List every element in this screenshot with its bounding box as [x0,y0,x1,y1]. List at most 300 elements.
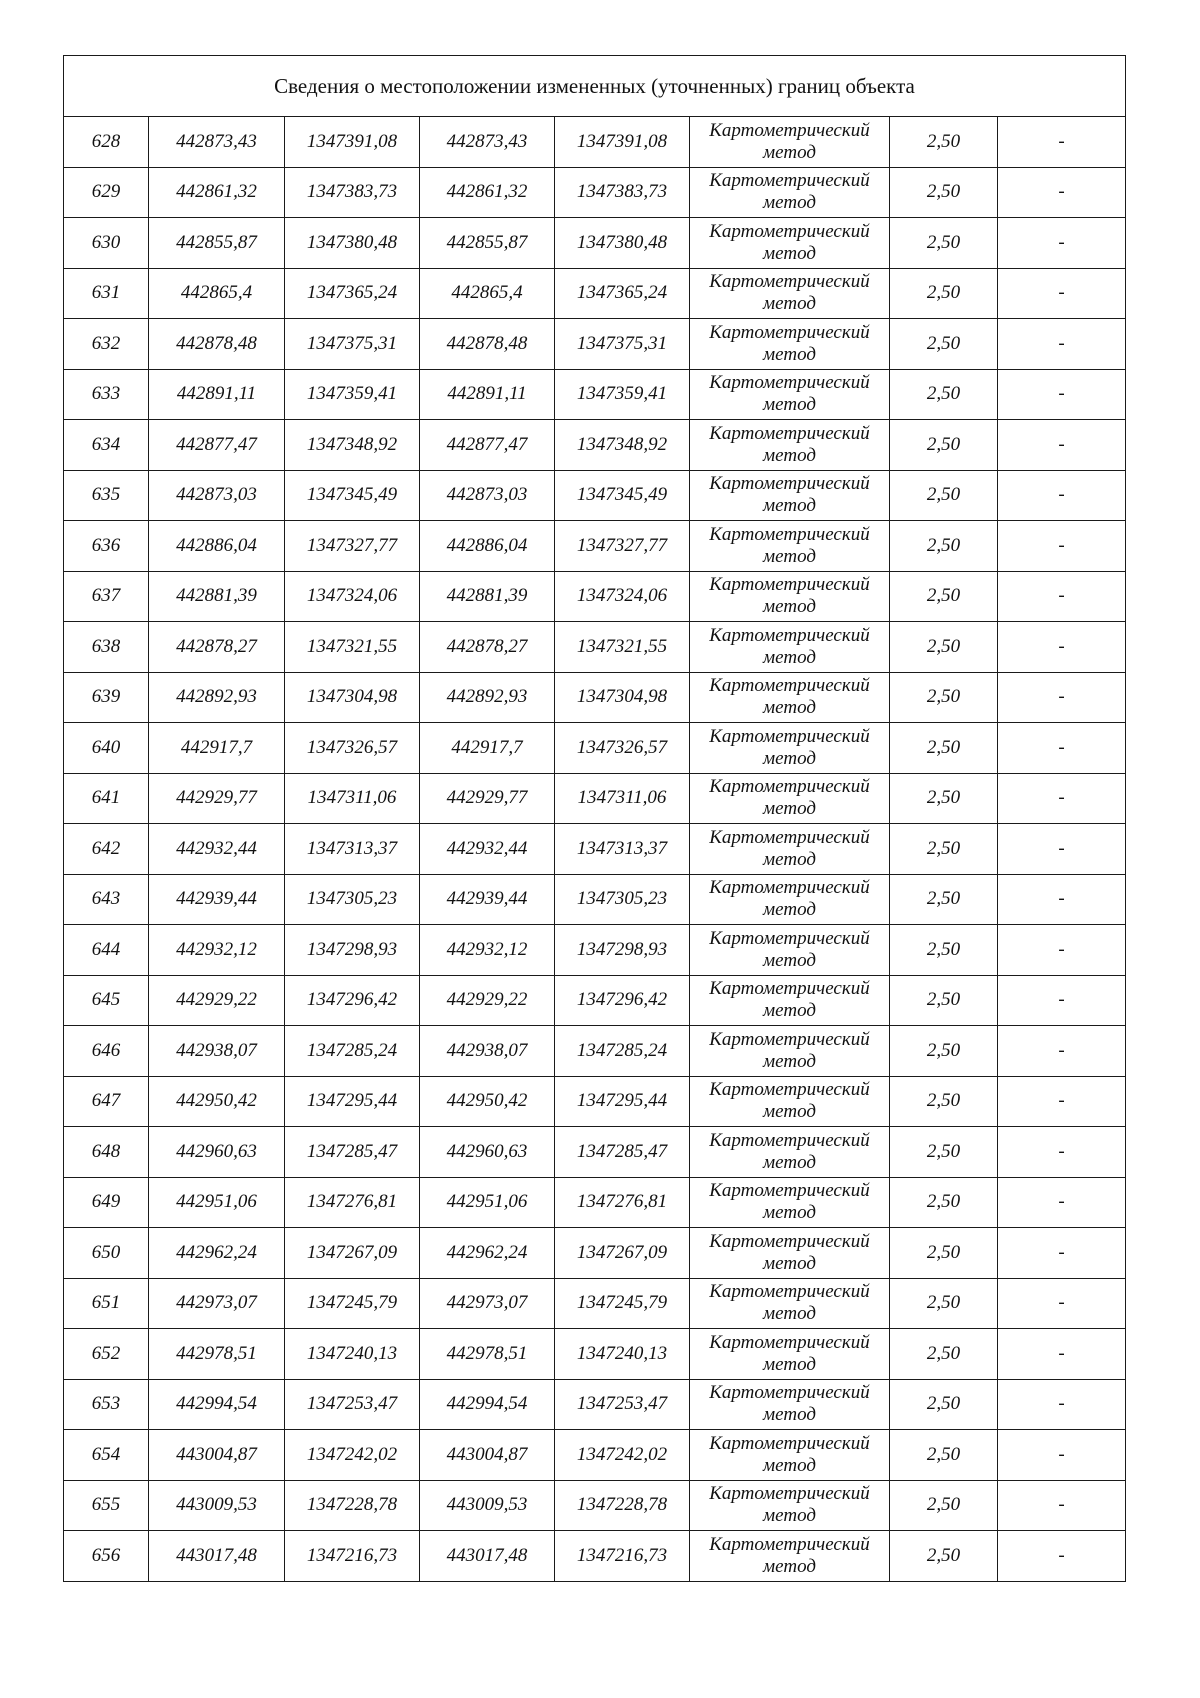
y-existing-cell: 1347285,47 [285,1127,420,1178]
x-refined-cell: 442878,27 [420,622,555,673]
note-cell: - [998,521,1126,572]
method-line-1: Картометрический [709,523,870,545]
x-existing-cell: 443009,53 [149,1480,285,1531]
method-cell [690,723,890,774]
method-line-2: метод [763,343,816,365]
x-existing-cell: 443017,48 [149,1531,285,1582]
table-row [64,1177,1126,1228]
y-refined-cell: 1347326,57 [555,723,690,774]
x-existing-cell: 442950,42 [149,1076,285,1127]
y-existing-cell: 1347304,98 [285,672,420,723]
x-existing-cell: 442878,48 [149,319,285,370]
table-row [64,672,1126,723]
boundary-coordinates-table [63,55,1126,1582]
method-line-2: метод [763,1505,816,1527]
x-refined-cell: 442960,63 [420,1127,555,1178]
note-cell: - [998,369,1126,420]
y-existing-cell: 1347326,57 [285,723,420,774]
method-line-1: Картометрический [709,776,870,798]
method-cell [690,622,890,673]
table-row [64,975,1126,1026]
table-row [64,167,1126,218]
y-existing-cell: 1347228,78 [285,1480,420,1531]
accuracy-cell: 2,50 [890,167,998,218]
x-refined-cell: 442973,07 [420,1278,555,1329]
y-refined-cell: 1347276,81 [555,1177,690,1228]
y-refined-cell: 1347375,31 [555,319,690,370]
x-refined-cell: 442861,32 [420,167,555,218]
table-row [64,1228,1126,1279]
x-refined-cell: 443017,48 [420,1531,555,1582]
table-row [64,773,1126,824]
y-refined-cell: 1347383,73 [555,167,690,218]
method-line-2: метод [763,798,816,820]
point-number-cell: 628 [64,117,149,168]
x-refined-cell: 442938,07 [420,1026,555,1077]
method-cell [690,1480,890,1531]
y-existing-cell: 1347245,79 [285,1278,420,1329]
accuracy-cell: 2,50 [890,723,998,774]
note-cell: - [998,1480,1126,1531]
note-cell: - [998,622,1126,673]
accuracy-cell: 2,50 [890,773,998,824]
method-cell [690,1430,890,1481]
method-line-2: метод [763,394,816,416]
method-line-2: метод [763,1353,816,1375]
method-line-2: метод [763,1303,816,1325]
x-refined-cell: 442877,47 [420,420,555,471]
method-line-2: метод [763,1454,816,1476]
accuracy-cell: 2,50 [890,1379,998,1430]
method-line-1: Картометрический [709,170,870,192]
method-line-2: метод [763,848,816,870]
x-existing-cell: 442960,63 [149,1127,285,1178]
accuracy-cell: 2,50 [890,1177,998,1228]
method-cell [690,1531,890,1582]
x-refined-cell: 442891,11 [420,369,555,420]
x-existing-cell: 442929,22 [149,975,285,1026]
note-cell: - [998,420,1126,471]
x-refined-cell: 442929,22 [420,975,555,1026]
y-existing-cell: 1347324,06 [285,571,420,622]
note-cell: - [998,723,1126,774]
y-refined-cell: 1347365,24 [555,268,690,319]
x-existing-cell: 442855,87 [149,218,285,269]
method-line-1: Картометрический [709,1281,870,1303]
x-existing-cell: 442877,47 [149,420,285,471]
y-refined-cell: 1347228,78 [555,1480,690,1531]
x-refined-cell: 442873,43 [420,117,555,168]
note-cell: - [998,218,1126,269]
method-line-2: метод [763,444,816,466]
table-row [64,925,1126,976]
accuracy-cell: 2,50 [890,521,998,572]
note-cell: - [998,167,1126,218]
method-line-1: Картометрический [709,1382,870,1404]
y-existing-cell: 1347348,92 [285,420,420,471]
accuracy-cell: 2,50 [890,1076,998,1127]
method-cell [690,1026,890,1077]
table-row [64,420,1126,471]
y-refined-cell: 1347345,49 [555,470,690,521]
method-cell [690,874,890,925]
method-cell [690,521,890,572]
method-cell [690,1379,890,1430]
y-existing-cell: 1347298,93 [285,925,420,976]
point-number-cell: 640 [64,723,149,774]
x-refined-cell: 442951,06 [420,1177,555,1228]
method-line-2: метод [763,1151,816,1173]
accuracy-cell: 2,50 [890,925,998,976]
y-refined-cell: 1347313,37 [555,824,690,875]
x-existing-cell: 442891,11 [149,369,285,420]
method-cell [690,1278,890,1329]
x-refined-cell: 443004,87 [420,1430,555,1481]
y-refined-cell: 1347304,98 [555,672,690,723]
accuracy-cell: 2,50 [890,268,998,319]
method-line-1: Картометрический [709,1129,870,1151]
accuracy-cell: 2,50 [890,824,998,875]
point-number-cell: 651 [64,1278,149,1329]
method-line-1: Картометрический [709,422,870,444]
y-existing-cell: 1347365,24 [285,268,420,319]
x-existing-cell: 442929,77 [149,773,285,824]
accuracy-cell: 2,50 [890,571,998,622]
x-refined-cell: 443009,53 [420,1480,555,1531]
method-line-2: метод [763,495,816,517]
table-row [64,1480,1126,1531]
table-row [64,117,1126,168]
note-cell: - [998,117,1126,168]
point-number-cell: 647 [64,1076,149,1127]
accuracy-cell: 2,50 [890,1480,998,1531]
method-line-2: метод [763,949,816,971]
method-line-2: метод [763,141,816,163]
point-number-cell: 654 [64,1430,149,1481]
note-cell: - [998,1076,1126,1127]
x-existing-cell: 442917,7 [149,723,285,774]
note-cell: - [998,268,1126,319]
x-existing-cell: 442886,04 [149,521,285,572]
method-line-1: Картометрический [709,877,870,899]
method-line-2: метод [763,1202,816,1224]
x-refined-cell: 442939,44 [420,874,555,925]
y-refined-cell: 1347242,02 [555,1430,690,1481]
y-refined-cell: 1347321,55 [555,622,690,673]
x-existing-cell: 442994,54 [149,1379,285,1430]
method-line-2: метод [763,1000,816,1022]
table-row [64,1127,1126,1178]
method-line-2: метод [763,242,816,264]
method-cell [690,268,890,319]
method-line-2: метод [763,646,816,668]
table-row [64,622,1126,673]
point-number-cell: 650 [64,1228,149,1279]
x-existing-cell: 442881,39 [149,571,285,622]
method-cell [690,672,890,723]
method-cell [690,975,890,1026]
point-number-cell: 639 [64,672,149,723]
note-cell: - [998,1278,1126,1329]
y-refined-cell: 1347311,06 [555,773,690,824]
y-refined-cell: 1347245,79 [555,1278,690,1329]
method-line-2: метод [763,747,816,769]
y-refined-cell: 1347285,47 [555,1127,690,1178]
method-line-2: метод [763,192,816,214]
table-row [64,268,1126,319]
method-line-1: Картометрический [709,978,870,1000]
point-number-cell: 656 [64,1531,149,1582]
point-number-cell: 638 [64,622,149,673]
method-line-1: Картометрический [709,271,870,293]
accuracy-cell: 2,50 [890,1228,998,1279]
x-existing-cell: 443004,87 [149,1430,285,1481]
method-line-2: метод [763,899,816,921]
accuracy-cell: 2,50 [890,672,998,723]
method-line-2: метод [763,1050,816,1072]
point-number-cell: 636 [64,521,149,572]
method-cell [690,420,890,471]
x-existing-cell: 442865,4 [149,268,285,319]
note-cell: - [998,1430,1126,1481]
table-row [64,1531,1126,1582]
method-line-1: Картометрический [709,927,870,949]
y-existing-cell: 1347296,42 [285,975,420,1026]
note-cell: - [998,571,1126,622]
method-line-1: Картометрический [709,1331,870,1353]
y-existing-cell: 1347216,73 [285,1531,420,1582]
table-row [64,824,1126,875]
method-cell [690,773,890,824]
method-cell [690,167,890,218]
x-refined-cell: 442855,87 [420,218,555,269]
y-existing-cell: 1347305,23 [285,874,420,925]
point-number-cell: 646 [64,1026,149,1077]
method-line-1: Картометрический [709,1180,870,1202]
y-refined-cell: 1347253,47 [555,1379,690,1430]
x-refined-cell: 442886,04 [420,521,555,572]
x-refined-cell: 442865,4 [420,268,555,319]
y-existing-cell: 1347383,73 [285,167,420,218]
table-row [64,1076,1126,1127]
method-line-1: Картометрический [709,473,870,495]
y-refined-cell: 1347296,42 [555,975,690,1026]
method-cell [690,319,890,370]
point-number-cell: 634 [64,420,149,471]
x-existing-cell: 442932,44 [149,824,285,875]
y-refined-cell: 1347359,41 [555,369,690,420]
method-line-1: Картометрический [709,1432,870,1454]
method-cell [690,925,890,976]
table-row [64,369,1126,420]
y-existing-cell: 1347327,77 [285,521,420,572]
x-existing-cell: 442978,51 [149,1329,285,1380]
method-cell [690,1228,890,1279]
method-cell [690,218,890,269]
point-number-cell: 630 [64,218,149,269]
accuracy-cell: 2,50 [890,1278,998,1329]
method-line-2: метод [763,1101,816,1123]
method-line-1: Картометрический [709,1230,870,1252]
note-cell: - [998,1026,1126,1077]
y-existing-cell: 1347321,55 [285,622,420,673]
x-refined-cell: 442994,54 [420,1379,555,1430]
method-line-2: метод [763,697,816,719]
point-number-cell: 644 [64,925,149,976]
document-page [63,55,1125,1582]
point-number-cell: 645 [64,975,149,1026]
accuracy-cell: 2,50 [890,1430,998,1481]
note-cell: - [998,672,1126,723]
table-row [64,1379,1126,1430]
note-cell: - [998,1329,1126,1380]
x-existing-cell: 442951,06 [149,1177,285,1228]
y-refined-cell: 1347216,73 [555,1531,690,1582]
method-line-1: Картометрический [709,119,870,141]
accuracy-cell: 2,50 [890,420,998,471]
point-number-cell: 643 [64,874,149,925]
method-line-2: метод [763,1555,816,1577]
x-existing-cell: 442962,24 [149,1228,285,1279]
table-title-row [64,56,1126,117]
note-cell: - [998,1127,1126,1178]
method-cell [690,571,890,622]
y-existing-cell: 1347391,08 [285,117,420,168]
method-line-1: Картометрический [709,1533,870,1555]
accuracy-cell: 2,50 [890,874,998,925]
point-number-cell: 649 [64,1177,149,1228]
method-line-1: Картометрический [709,624,870,646]
method-cell [690,824,890,875]
point-number-cell: 633 [64,369,149,420]
method-line-2: метод [763,293,816,315]
x-existing-cell: 442938,07 [149,1026,285,1077]
x-refined-cell: 442978,51 [420,1329,555,1380]
y-refined-cell: 1347305,23 [555,874,690,925]
y-refined-cell: 1347327,77 [555,521,690,572]
table-row [64,571,1126,622]
table-row [64,521,1126,572]
accuracy-cell: 2,50 [890,1127,998,1178]
method-line-1: Картометрический [709,574,870,596]
y-existing-cell: 1347380,48 [285,218,420,269]
point-number-cell: 655 [64,1480,149,1531]
method-line-2: метод [763,596,816,618]
accuracy-cell: 2,50 [890,117,998,168]
note-cell: - [998,773,1126,824]
y-refined-cell: 1347267,09 [555,1228,690,1279]
method-cell [690,470,890,521]
y-refined-cell: 1347285,24 [555,1026,690,1077]
table-row [64,1026,1126,1077]
table-title: Сведения о местоположении измененных (уточненных) границ объекта [64,56,1126,117]
accuracy-cell: 2,50 [890,218,998,269]
y-refined-cell: 1347391,08 [555,117,690,168]
y-existing-cell: 1347311,06 [285,773,420,824]
method-line-1: Картометрический [709,725,870,747]
table-row [64,470,1126,521]
x-existing-cell: 442932,12 [149,925,285,976]
method-line-2: метод [763,1252,816,1274]
y-refined-cell: 1347380,48 [555,218,690,269]
y-refined-cell: 1347240,13 [555,1329,690,1380]
method-line-1: Картометрический [709,675,870,697]
y-existing-cell: 1347276,81 [285,1177,420,1228]
x-existing-cell: 442873,03 [149,470,285,521]
note-cell: - [998,1177,1126,1228]
method-line-1: Картометрический [709,1079,870,1101]
y-existing-cell: 1347242,02 [285,1430,420,1481]
point-number-cell: 641 [64,773,149,824]
accuracy-cell: 2,50 [890,470,998,521]
x-refined-cell: 442881,39 [420,571,555,622]
table-row [64,218,1126,269]
note-cell: - [998,319,1126,370]
accuracy-cell: 2,50 [890,319,998,370]
y-refined-cell: 1347298,93 [555,925,690,976]
method-line-1: Картометрический [709,372,870,394]
note-cell: - [998,824,1126,875]
method-cell [690,1076,890,1127]
x-existing-cell: 442939,44 [149,874,285,925]
x-refined-cell: 442932,12 [420,925,555,976]
method-cell [690,1329,890,1380]
accuracy-cell: 2,50 [890,1531,998,1582]
x-refined-cell: 442962,24 [420,1228,555,1279]
y-existing-cell: 1347267,09 [285,1228,420,1279]
accuracy-cell: 2,50 [890,622,998,673]
note-cell: - [998,1228,1126,1279]
table-row [64,319,1126,370]
x-refined-cell: 442892,93 [420,672,555,723]
y-existing-cell: 1347240,13 [285,1329,420,1380]
x-existing-cell: 442892,93 [149,672,285,723]
table-row [64,1430,1126,1481]
method-cell [690,1177,890,1228]
y-refined-cell: 1347348,92 [555,420,690,471]
y-refined-cell: 1347295,44 [555,1076,690,1127]
x-existing-cell: 442878,27 [149,622,285,673]
point-number-cell: 631 [64,268,149,319]
method-cell [690,1127,890,1178]
x-refined-cell: 442878,48 [420,319,555,370]
method-cell [690,117,890,168]
note-cell: - [998,975,1126,1026]
method-line-2: метод [763,545,816,567]
table-row [64,1278,1126,1329]
point-number-cell: 652 [64,1329,149,1380]
method-line-1: Картометрический [709,826,870,848]
x-refined-cell: 442932,44 [420,824,555,875]
y-existing-cell: 1347295,44 [285,1076,420,1127]
y-existing-cell: 1347313,37 [285,824,420,875]
x-refined-cell: 442873,03 [420,470,555,521]
note-cell: - [998,1379,1126,1430]
y-existing-cell: 1347359,41 [285,369,420,420]
x-existing-cell: 442861,32 [149,167,285,218]
method-line-1: Картометрический [709,321,870,343]
accuracy-cell: 2,50 [890,1026,998,1077]
method-cell [690,369,890,420]
x-existing-cell: 442973,07 [149,1278,285,1329]
point-number-cell: 648 [64,1127,149,1178]
point-number-cell: 642 [64,824,149,875]
method-line-2: метод [763,1404,816,1426]
note-cell: - [998,874,1126,925]
accuracy-cell: 2,50 [890,975,998,1026]
x-refined-cell: 442929,77 [420,773,555,824]
x-existing-cell: 442873,43 [149,117,285,168]
